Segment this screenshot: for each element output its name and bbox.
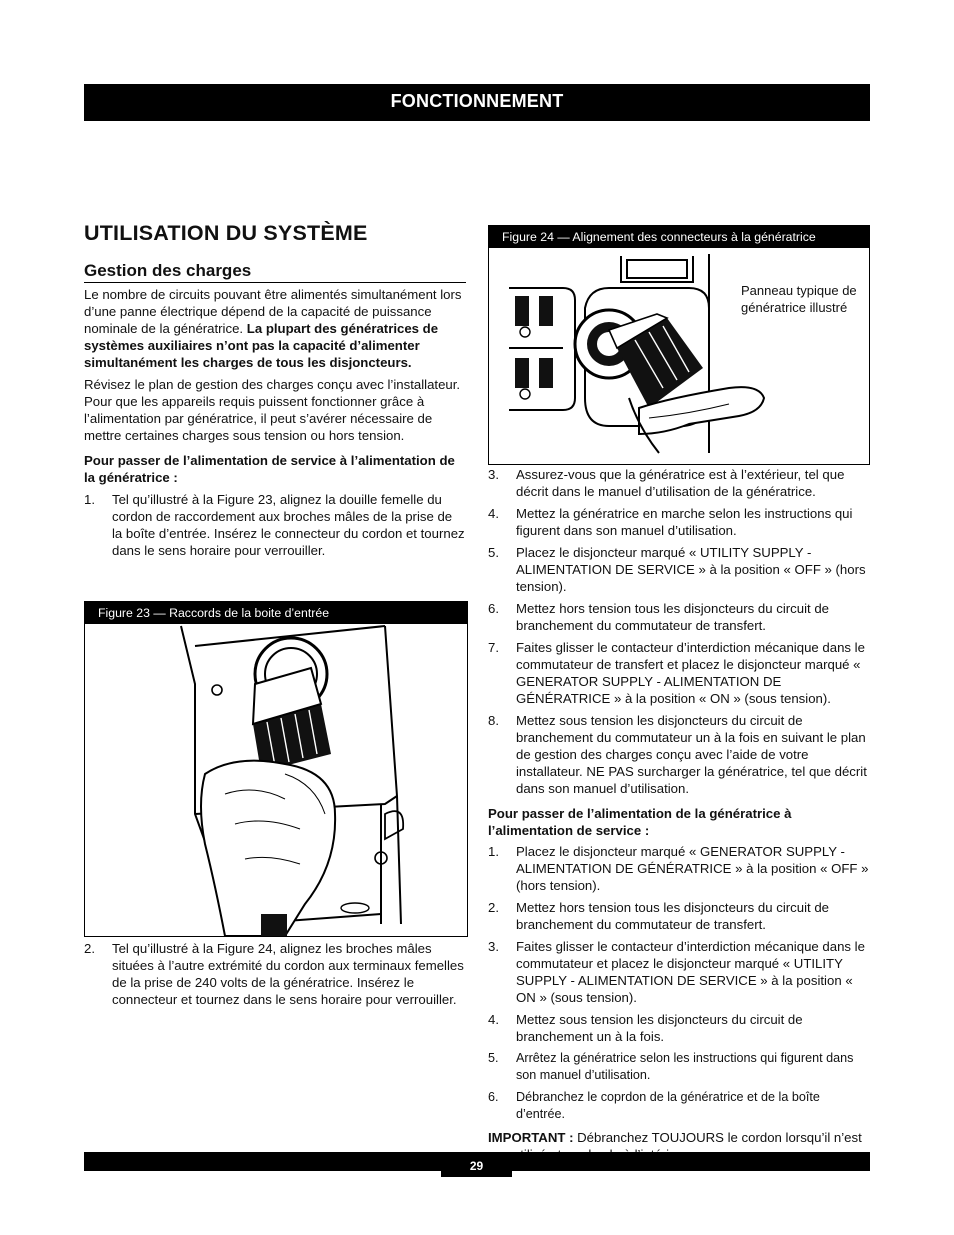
figure-24-note: Panneau typique de génératrice illustré [741,283,857,315]
list-item [84,940,466,1008]
section-title: UTILISATION DU SYSTÈME [84,221,368,245]
step-text: Débranchez le coprdon de la génératrice et de la boîte d’entrée. [516,1090,820,1121]
step-text: Mettez la génératrice en marche selon les instructions qui figurent dans son manuel d’utilisation. [516,506,853,538]
list-item [488,843,870,894]
intro-p1-bold: La plupart des génératrices de systèmes auxiliaires n’ont pas la capacité d’alimenter simultanément les charges de tous les disjoncteurs. [84,321,439,370]
figure-24-caption: Figure 24 — Alignement des connecteurs à la génératrice [489,226,869,248]
list-item [488,466,870,500]
to-generator-list-a [84,491,466,559]
important-label: IMPORTANT : [488,1130,574,1145]
intro-paragraph-2: Révisez le plan de gestion des charges conçu avec l’installateur. Pour que les appareils requis puissent fonctionner grâce à l’alimentation par génératrice, il peut s’avérer nécessaire de mettre certaines charges sous tension ou hors tension. [84,377,461,443]
step-text: Arrêtez la génératrice selon les instructions qui figurent dans son manuel d’utilisation. [516,1051,854,1082]
figure-23-caption: Figure 23 — Raccords de la boite d’entrée [85,602,467,624]
figure-23-illustration [85,624,467,936]
list-item [488,639,870,707]
list-item [488,938,870,1006]
step-number: 6. [488,1090,499,1104]
list-item [488,1050,870,1084]
step-text: Faites glisser le contacteur d’interdiction mécanique dans le commutateur et placez le disjoncteur marqué « UTILITY SUPPLY - ALIMENTATION DE SERVICE » à la position « ON » (sous tension). [516,939,865,1005]
step-text: Mettez sous tension les disjoncteurs du circuit de branchement un à la fois. [516,1012,803,1044]
step-number: 2. [488,900,499,915]
step-text: Placez le disjoncteur marqué « GENERATOR SUPPLY - ALIMENTATION DE GÉNÉRATRICE » à la position « OFF » (hors tension). [516,844,869,893]
important-text: Débranchez TOUJOURS le cordon lorsqu’il n’est [577,1130,862,1145]
step-text: Tel qu’illustré à la Figure 23, alignez la douille femelle du cordon de raccordement aux broches mâles de la prise de la boîte d’entrée. Insérez le connecteur du cordon et tournez dans le sens horaire pour verrouiller. [112,492,465,558]
header-title: FONCTIONNEMENT [390,91,564,111]
step-text: Placez le disjoncteur marqué « UTILITY SUPPLY - ALIMENTATION DE SERVICE » à la position « OFF » (hors tension). [516,545,866,594]
figure-24 [488,225,870,465]
list-item [84,491,466,559]
step-number: 1. [488,844,499,859]
left-column-continued [84,940,466,1008]
header-bar [84,84,870,121]
left-column [84,210,466,559]
step-number: 1. [84,492,95,507]
step-text: Mettez hors tension tous les disjoncteurs du circuit de branchement du commutateur de transfert. [516,601,829,633]
list-item [488,1089,870,1123]
step-number: 4. [488,506,499,521]
right-column [488,466,870,1163]
figure-24-illustration [489,248,869,464]
step-number: 6. [488,601,499,616]
step-number: 4. [488,1012,499,1027]
intro-paragraph-1 [84,286,466,371]
step-number: 5. [488,545,499,560]
step-number: 8. [488,713,499,728]
to-generator-list-c [488,466,870,797]
to-generator-list-b [84,940,466,1008]
step-number: 2. [84,941,95,956]
list-item [488,712,870,797]
list-item [488,1011,870,1045]
step-number: 5. [488,1051,499,1065]
list-item [488,600,870,634]
step-number: 3. [488,467,499,482]
step-number: 3. [488,939,499,954]
list-item [488,505,870,539]
list-item [488,544,870,595]
to-service-heading: Pour passer de l’alimentation de la génératrice à l’alimentation de service : [488,806,792,838]
section-subtitle: Gestion des charges [84,262,466,283]
step-text: Mettez sous tension les disjoncteurs du circuit de branchement du commutateur un à la fois en suivant le plan de gestion des charges conçu avec l’aide de votre installateur. NE PAS surcharger la génératrice, tel que décrit dans son manuel d’utilisation. [516,713,867,796]
step-text: Faites glisser le contacteur d’interdiction mécanique dans le commutateur de transfert et placez le disjoncteur marqué « GENERATOR SUPPLY - ALIMENTATION DE GÉNÉRATRICE » à la position « ON » (sous tension). [516,640,865,706]
step-text: Tel qu’illustré à la Figure 24, alignez les broches mâles situées à l’autre extrémité du cordon aux terminaux femelles de la prise de 240 volts de la génératrice. Insérez le connecteur et tournez dans le sens horaire pour verrouiller. [112,941,464,1007]
step-text: Mettez hors tension tous les disjoncteurs du circuit de branchement du commutateur de transfert. [516,900,829,932]
list-item [488,899,870,933]
intro-p1-normal: Le nombre de circuits pouvant être alimentés simultanément lors d’une panne électrique dépend de la capacité de puissance nominale de la génératrice. [84,287,462,336]
step-text: Assurez-vous que la génératrice est à l’extérieur, tel que décrit dans le manuel d’utilisation de la génératrice. [516,467,845,499]
step-number: 7. [488,640,499,655]
to-service-list [488,843,870,1123]
figure-23 [84,601,468,937]
page-number: 29 [441,1152,512,1177]
to-generator-heading: Pour passer de l’alimentation de service à l’alimentation de la génératrice : [84,453,455,485]
